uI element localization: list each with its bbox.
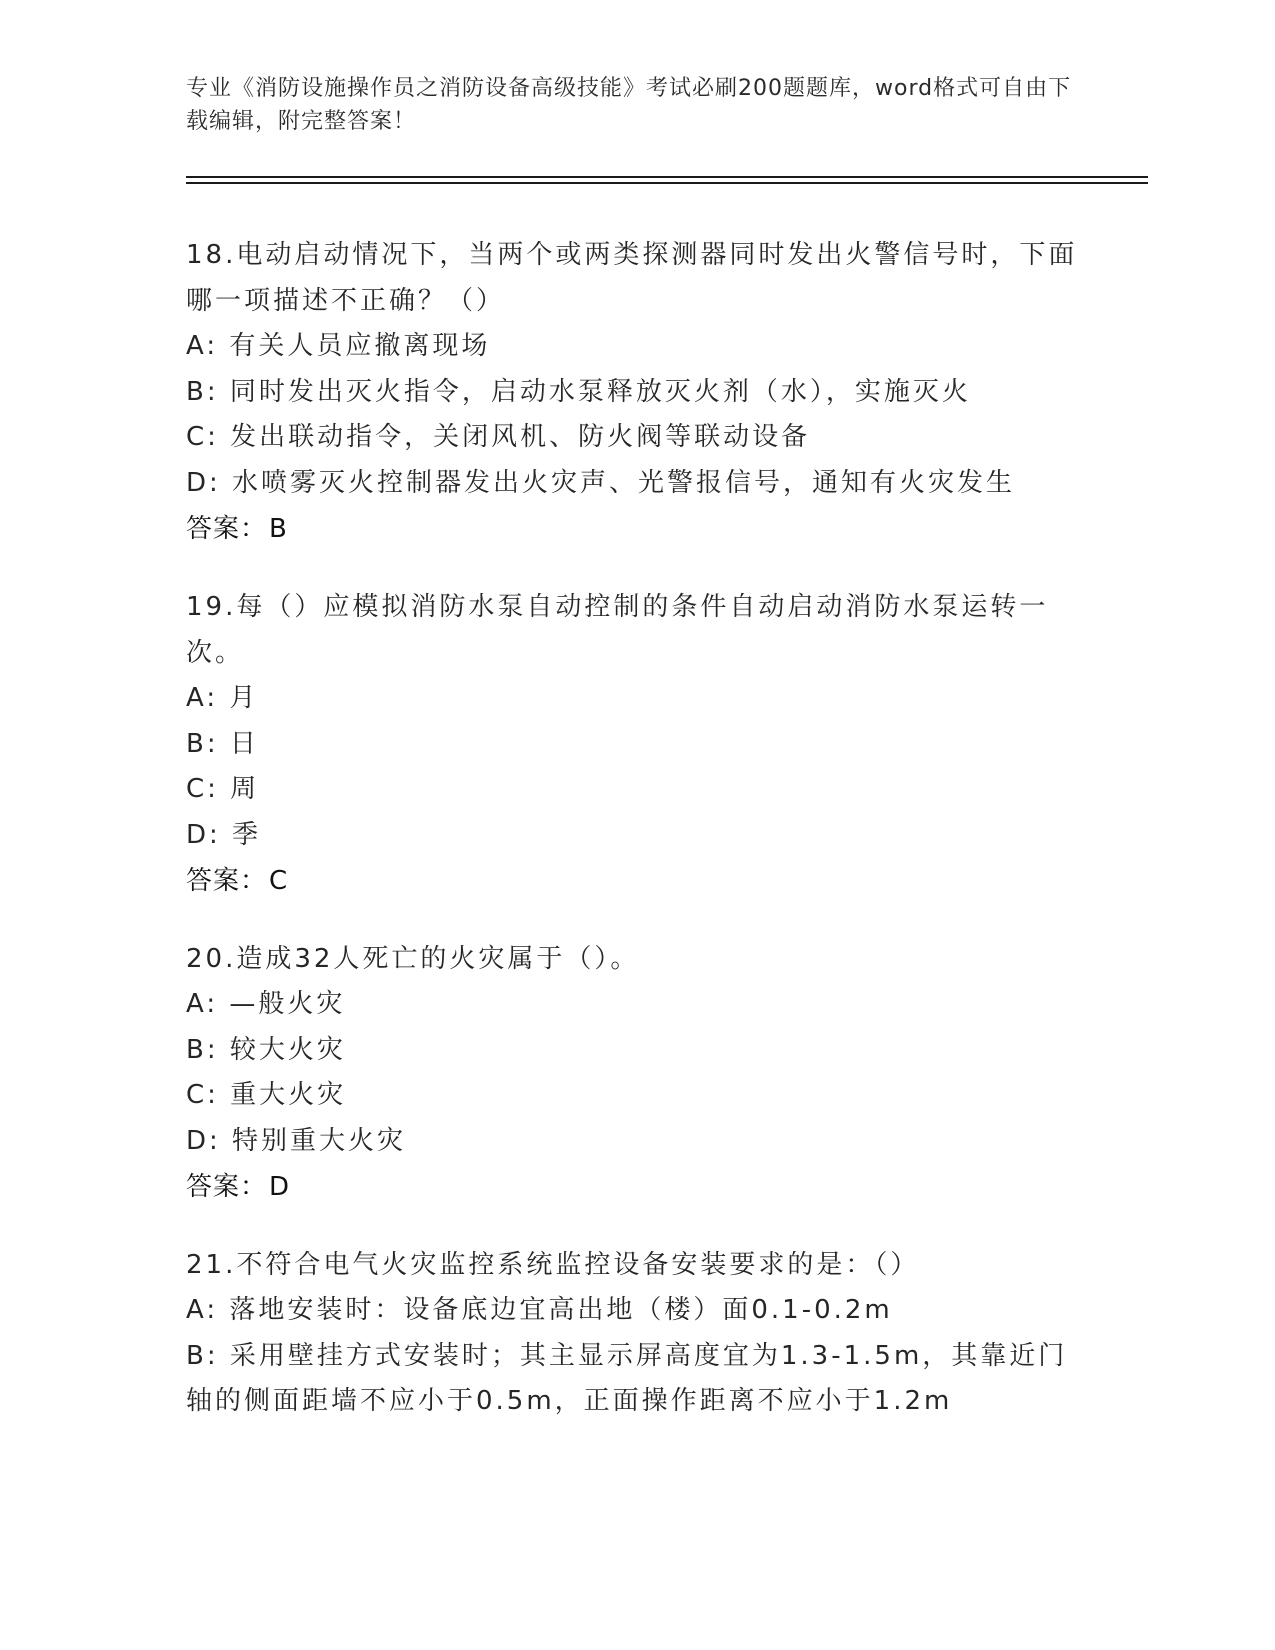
option-d: D: 季 (186, 819, 262, 850)
question-list (186, 232, 1086, 1457)
header-divider-bottom (186, 182, 1148, 184)
option-c: C: 发出联动指令，关闭风机、防火阀等联动设备 (186, 422, 811, 452)
option-a: A: 月 (186, 683, 259, 713)
question-18 (186, 232, 1086, 552)
option-b: B: 日 (186, 728, 259, 759)
question-21 (186, 1242, 1086, 1425)
question-20 (186, 936, 1086, 1210)
option-a: A: —般火灾 (186, 989, 346, 1019)
answer-line (186, 858, 1086, 904)
option-d: D: 特别重大火灾 (186, 1125, 407, 1156)
option-c: C: 重大火灾 (186, 1080, 347, 1110)
question-text: 20.造成32人死亡的火灾属于（）。 (186, 944, 640, 974)
answer-label: 答案： (186, 514, 268, 544)
answer-value: D (269, 1172, 291, 1202)
answer-label: 答案： (186, 866, 268, 896)
question-text: 18.电动启动情况下，当两个或两类探测器同时发出火警信号时，下面哪一项描述不正确？（） (186, 240, 1078, 316)
document-header: 专业《消防设施操作员之消防设备高级技能》考试必刷200题题库，word格式可自由下载编辑，附完整答案！ (186, 76, 1072, 134)
option-b: B: 采用壁挂方式安装时；其主显示屏高度宜为1.3-1.5m，其靠近门轴的侧面距墙不应小于0.5m，正面操作距离不应小于1.2m (186, 1340, 1068, 1416)
question-text: 21.不符合电气火灾监控系统监控设备安装要求的是：（） (186, 1250, 920, 1280)
option-c: C: 周 (186, 774, 260, 804)
option-b: B: 较大火灾 (186, 1034, 346, 1065)
question-19 (186, 584, 1086, 904)
option-a: A: 落地安装时：设备底边宜高出地（楼）面0.1-0.2m (186, 1295, 893, 1325)
option-d: D: 水喷雾灭火控制器发出火灾声、光警报信号，通知有火灾发生 (186, 467, 1016, 498)
option-b: B: 同时发出灭火指令，启动水泵释放灭火剂（水），实施灭火 (186, 376, 971, 407)
answer-line (186, 1164, 1086, 1210)
answer-label: 答案： (186, 1172, 268, 1202)
option-a: A: 有关人员应撤离现场 (186, 331, 491, 361)
answer-value: B (269, 514, 288, 544)
question-text: 19.每（）应模拟消防水泵自动控制的条件自动启动消防水泵运转一次。 (186, 592, 1049, 668)
header-divider-top (186, 176, 1148, 178)
answer-value: C (269, 866, 289, 896)
answer-line (186, 506, 1086, 552)
